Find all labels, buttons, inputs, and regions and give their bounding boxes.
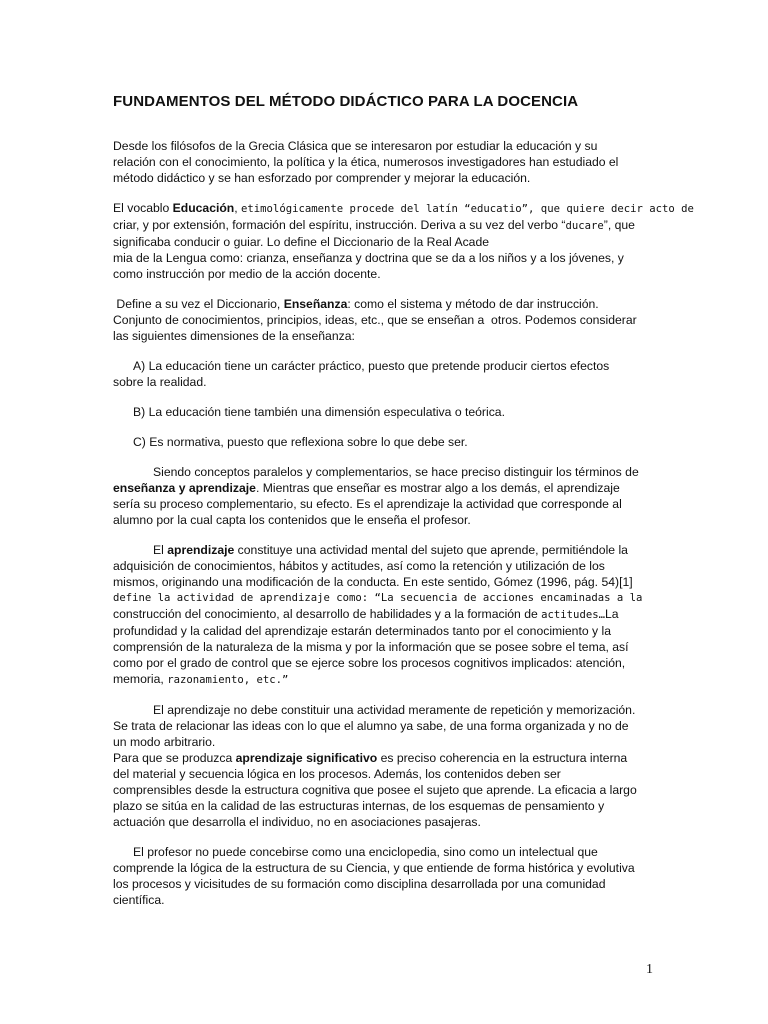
bold-term: aprendizaje significativo [235, 751, 378, 765]
text-line: actuación que desarrolla el individuo, no en asociaciones pasajeras. [113, 815, 481, 829]
text-line [113, 217, 658, 234]
text-run: , [234, 201, 242, 215]
text-line: relación con el conocimiento, la política y la ética, numerosos investigadores han estudiado el [113, 155, 619, 169]
paragraph-conceptos [113, 464, 658, 528]
text-run: construcción del conocimiento, al desarrollo de habilidades y a la formación de [113, 607, 542, 621]
text-line: Siendo conceptos paralelos y complementarios, se hace preciso distinguir los términos de [153, 465, 639, 479]
paragraph-aprendizaje [113, 542, 658, 688]
text-line: mismos, originando una modificación de la conducta. En este sentido, Gómez (1996, pág. 54)[1] [113, 575, 633, 589]
text-run: constituye una actividad mental del sujeto que aprende, permitiéndole la [234, 543, 628, 557]
text-line: profundidad y la calidad del aprendizaje estarán determinados tanto por el conocimiento y la [113, 624, 611, 638]
text-run: razonamiento, etc.” [167, 674, 289, 686]
bold-term: enseñanza y aprendizaje [113, 481, 256, 495]
text-line: A) La educación tiene un carácter práctico, puesto que pretende producir ciertos efectos [133, 359, 610, 373]
paragraph-dimension-c [113, 434, 658, 450]
text-line: científica. [113, 893, 165, 907]
text-line: C) Es normativa, puesto que reflexiona sobre lo que debe ser. [133, 435, 468, 449]
text-line: El aprendizaje no debe constituir una actividad meramente de repetición y memorización. [153, 703, 636, 717]
text-line [113, 750, 658, 766]
text-run: El vocablo [113, 201, 173, 215]
paragraph-dimension-b [113, 404, 658, 420]
text-line: Desde los filósofos de la Grecia Clásica que se interesaron por estudiar la educación y su [113, 139, 598, 153]
text-line: El profesor no puede concebirse como una enciclopedia, sino como un intelectual que [133, 845, 598, 859]
page-number: 1 [646, 962, 653, 977]
text-run: ducare [565, 220, 604, 232]
text-run: actitudes… [541, 609, 605, 621]
text-run: criar, y por extensión, formación del espíritu, instrucción. Deriva a su vez del verbo “ [113, 218, 566, 232]
text-line [113, 542, 658, 558]
text-run: etimológicamente procede del latín “educatio”, que quiere decir acto de [241, 203, 694, 215]
paragraph-memorizacion [113, 702, 658, 750]
text-run: El [153, 543, 168, 557]
text-line: define la actividad de aprendizaje como: “La secuencia de acciones encaminadas a la [113, 592, 643, 604]
bold-term: Educación [172, 201, 235, 215]
text-line: significaba conducir o guiar. Lo define el Diccionario de la Real Acade [113, 235, 490, 249]
text-line: los procesos y vicisitudes de su formación como disciplina desarrollada por una comunidad [113, 877, 606, 891]
text-line: sería su proceso complementario, su efecto. Es el aprendizaje la actividad que corresponde al [113, 497, 622, 511]
text-line: del material y secuencia lógica en los procesos. Además, los contenidos deben ser [113, 767, 561, 781]
text-run: Define a su vez el Diccionario, [113, 297, 284, 311]
paragraph-ensenanza [113, 296, 658, 344]
paragraph-profesor [113, 844, 658, 908]
bold-term: aprendizaje [167, 543, 235, 557]
text-line: Conjunto de conocimientos, principios, ideas, etc., que se enseñan a otros. Podemos considerar [113, 313, 637, 327]
text-line [113, 671, 658, 688]
text-line: las siguientes dimensiones de la enseñanza: [113, 329, 355, 343]
text-run: : como el sistema y método de dar instrucción. [347, 297, 599, 311]
text-line: como por el grado de control que se ejerce sobre los procesos cognitivos implicados: atención, [113, 656, 626, 670]
document-body [113, 138, 694, 922]
text-run: ”, que [603, 218, 635, 232]
text-run: Para que se produzca [113, 751, 236, 765]
paragraph-intro [113, 138, 658, 186]
text-run: es preciso coherencia en la estructura interna [377, 751, 628, 765]
text-line: comprensibles desde la estructura cognitiva que posee el sujeto que aprende. La eficacia a largo [113, 783, 637, 797]
text-line: comprende la lógica de la estructura de su Ciencia, y que entiende de forma histórica y evolutiva [113, 861, 635, 875]
text-line: un modo arbitrario. [113, 735, 216, 749]
document-title: FUNDAMENTOS DEL MÉTODO DIDÁCTICO PARA LA DOCENCIA [113, 93, 579, 110]
paragraph-dimension-a [113, 358, 658, 390]
text-line: alumno por la cual capta los contenidos que le enseña el profesor. [113, 513, 471, 527]
text-line: sobre la realidad. [113, 375, 207, 389]
text-line: mia de la Lengua como: crianza, enseñanza y doctrina que se da a los niños y a los jóvenes, y [113, 251, 624, 265]
text-line: como instrucción por medio de la acción docente. [113, 267, 381, 281]
text-run: . Mientras que enseñar es mostrar algo a los demás, el aprendizaje [255, 481, 620, 495]
text-line [113, 606, 658, 623]
text-line [113, 296, 658, 312]
text-line: B) La educación tiene también una dimensión especulativa o teórica. [133, 405, 505, 419]
paragraph-significativo [113, 750, 658, 830]
text-run: memoria, [113, 672, 168, 686]
text-line: método didáctico y se han esforzado por comprender y mejorar la educación. [113, 171, 531, 185]
paragraph-educacion [113, 200, 694, 282]
text-line [113, 200, 694, 217]
text-run: La [604, 607, 619, 621]
text-line: plazo se sitúa en la calidad de las estructuras internas, de los esquemas de pensamiento y [113, 799, 605, 813]
text-line: comprensión de la naturaleza de la misma y por la información que se posee sobre el tema, así [113, 640, 629, 654]
text-line [113, 480, 658, 496]
text-line: adquisición de conocimientos, hábitos y actitudes, así como la retención y utilización de los [113, 559, 605, 573]
bold-term: Enseñanza [283, 297, 348, 311]
text-line: Se trata de relacionar las ideas con lo que el alumno ya sabe, de una forma organizada y no de [113, 719, 629, 733]
